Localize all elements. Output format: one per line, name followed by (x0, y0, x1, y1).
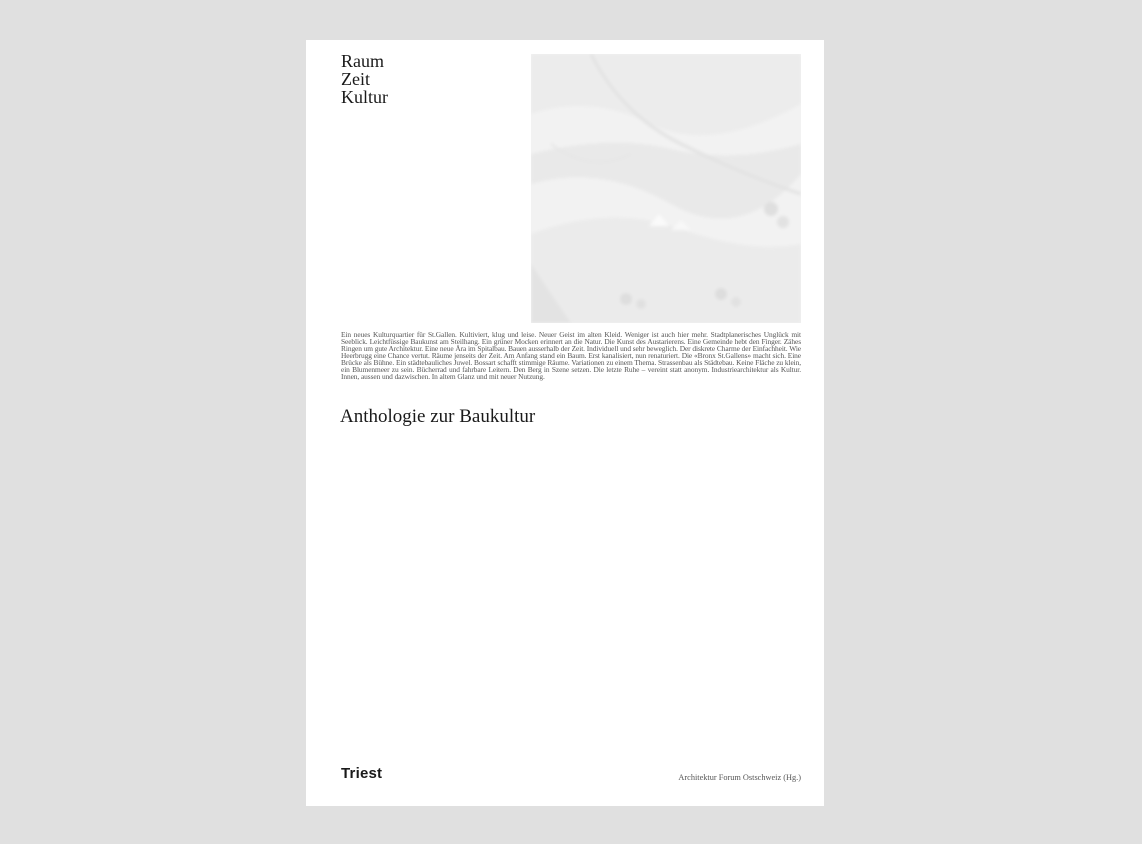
publisher-logo: Triest (341, 765, 383, 782)
book-cover (306, 40, 824, 806)
book-title (341, 52, 388, 106)
cover-photo (531, 54, 801, 323)
title-line-zeit: Zeit (341, 69, 370, 89)
cover-blurb: Ein neues Kulturquartier für St.Gallen. Kultiviert, klug und leise. Neuer Geist im alten Kleid. Weniger ist auch hier mehr. Stadtplanerisches Unglück mit Seeblick. Leichtfüssige Baukunst am Steilhang. Ein grüner Mocken erinnert an die Natur. Die Kunst des Austarierens. Eine Gemeinde hebt den Finger. Zähes Ringen um gute Architektur. Eine neue Ära im Spitalbau. Bauen ausserhalb der Zeit. Individuell und sehr beweglich. Der diskrete Charme der Einfachheit. Wie Heerbrugg eine Chance vertut. Räume jenseits der Zeit. Am Anfang stand ein Baum. Erst kanalisiert, nun renaturiert. Die «Bronx St.Gallens» macht sich. Eine Brücke als Bühne. Ein städtebauliches Juwel. Bossart schafft stimmige Räume. Variationen zu einem Thema. Strassenbau als Städtebau. Keine Fläche zu klein, ein Blumenmeer zu sein. Bücherrad und fahrbare Leitern. Den Berg in Szene setzen. Die letzte Ruhe – vereint statt anonym. Industriearchitektur als Kultur. Innen, aussen und dazwischen. In altem Glanz und mit neuer Nutzung. (341, 330, 801, 381)
title-line-raum: Raum (341, 51, 384, 71)
editor-credit: Architektur Forum Ostschweiz (Hg.) (678, 773, 801, 782)
landscape-photo (531, 54, 801, 323)
book-subtitle: Anthologie zur Baukultur (340, 406, 536, 427)
title-line-kultur: Kultur (341, 87, 388, 107)
